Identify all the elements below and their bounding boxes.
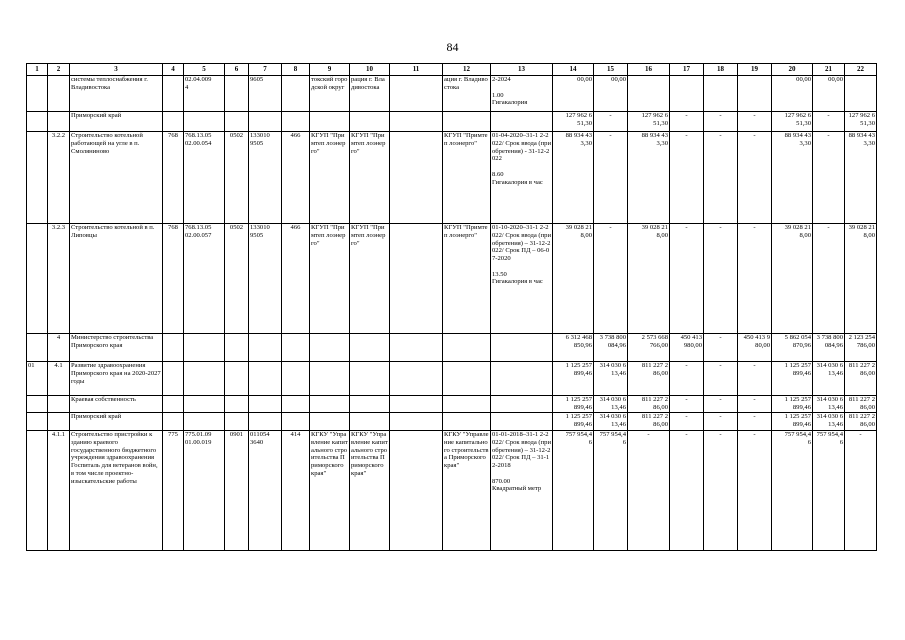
header-cell: 2 [48, 64, 70, 76]
table-row [27, 413, 877, 431]
header-cell: 9 [310, 64, 350, 76]
table-cell: токский городской округ [310, 76, 350, 112]
table-cell [390, 76, 443, 112]
table-cell [390, 431, 443, 551]
table-cell [443, 334, 491, 362]
table-cell: - [670, 132, 704, 224]
table-cell [48, 76, 70, 112]
table-cell: - [813, 132, 845, 224]
table-cell: 127 962 6 51,30 [628, 112, 670, 132]
table-cell [443, 413, 491, 431]
table-cell [27, 413, 48, 431]
table-cell: 4.1.1 [48, 431, 70, 551]
header-cell: 1 [27, 64, 48, 76]
table-cell: 314 030 6 13,46 [594, 413, 628, 431]
table-cell: 88 934 43 3,30 [772, 132, 813, 224]
header-cell: 13 [491, 64, 553, 76]
table-cell: - [738, 132, 772, 224]
header-cell: 11 [390, 64, 443, 76]
table-cell [390, 362, 443, 396]
table-cell: КГУП "Примтеп лоэнерго" [310, 132, 350, 224]
table-cell [27, 431, 48, 551]
table-cell [27, 224, 48, 334]
table-cell [491, 362, 553, 396]
table-cell [27, 132, 48, 224]
table-cell: 3 738 800 084,96 [594, 334, 628, 362]
table-cell: 00,00 [553, 76, 594, 112]
table-cell: 811 227 2 86,00 [628, 396, 670, 413]
table-cell: 39 028 21 8,00 [628, 224, 670, 334]
table-cell: 011054 3640 [249, 431, 282, 551]
header-cell: 12 [443, 64, 491, 76]
table-cell [249, 362, 282, 396]
table-cell: 1 125 257 899,46 [772, 362, 813, 396]
table-cell: - [594, 224, 628, 334]
table-cell [225, 76, 249, 112]
table-cell: 757 954,4 6 [813, 431, 845, 551]
table-row [27, 224, 877, 334]
table-cell [249, 413, 282, 431]
table-cell [282, 396, 310, 413]
table-cell [491, 112, 553, 132]
table-row [27, 362, 877, 396]
table-cell [704, 76, 738, 112]
table-cell: Министерство строительства Приморского края [70, 334, 163, 362]
table-cell: 414 [282, 431, 310, 551]
table-cell: 757 954,4 6 [594, 431, 628, 551]
table-cell [48, 112, 70, 132]
table-cell [282, 334, 310, 362]
table-cell: 00,00 [772, 76, 813, 112]
table-row [27, 396, 877, 413]
table-cell: 0502 [225, 224, 249, 334]
table-cell: 757 954,4 6 [772, 431, 813, 551]
table-cell [628, 76, 670, 112]
table-cell: 6 312 468 850,96 [553, 334, 594, 362]
table-cell [350, 112, 390, 132]
table-cell: системы теплоснабжения г. Владивостока [70, 76, 163, 112]
table-cell: Строительство котельной в п. Липовцы [70, 224, 163, 334]
table-cell: - [670, 413, 704, 431]
table-cell: Краевая собственность [70, 396, 163, 413]
table-cell: 757 954,4 6 [553, 431, 594, 551]
table-cell: 1 125 257 899,46 [553, 413, 594, 431]
table-cell: 00,00 [594, 76, 628, 112]
table-cell: 00,00 [813, 76, 845, 112]
table-body [27, 64, 877, 551]
table-cell [225, 112, 249, 132]
table-cell: - [738, 362, 772, 396]
table-cell: - [738, 396, 772, 413]
table-row [27, 112, 877, 132]
table-cell: 0502 [225, 132, 249, 224]
table-cell: 39 028 21 8,00 [772, 224, 813, 334]
table-cell: 4 [48, 334, 70, 362]
table-cell [350, 413, 390, 431]
table-cell: - [704, 431, 738, 551]
table-cell [390, 224, 443, 334]
header-cell: 4 [163, 64, 184, 76]
table-cell: 768 [163, 224, 184, 334]
table-cell: КГУП "Примтеп лоэнерго" [350, 224, 390, 334]
table-cell: КГУП "Примтеп лоэнерго" [443, 132, 491, 224]
table-cell [443, 396, 491, 413]
header-cell: 16 [628, 64, 670, 76]
table-cell: Строительство котельной работающей на угле в п. Смоляниново [70, 132, 163, 224]
table-cell [390, 132, 443, 224]
table-cell [249, 112, 282, 132]
table-cell [184, 334, 225, 362]
header-cell: 6 [225, 64, 249, 76]
table-cell: 39 028 21 8,00 [553, 224, 594, 334]
table-cell: - [813, 224, 845, 334]
table-cell [282, 413, 310, 431]
table-cell [184, 112, 225, 132]
table-cell: 5 862 054 870,96 [772, 334, 813, 362]
table-cell: 01-10-2020–31-1 2-2022/ Срок ввода (приобретения) – 31-12-2022/ Срок ПД – 06-07-2020 13.50 Гигакалория в час [491, 224, 553, 334]
table-cell: 0901 [225, 431, 249, 551]
table-cell [390, 334, 443, 362]
table-cell [225, 362, 249, 396]
header-cell: 14 [553, 64, 594, 76]
table-cell [491, 334, 553, 362]
table-cell [390, 112, 443, 132]
table-cell: 133010 9505 [249, 224, 282, 334]
table-cell: 768 [163, 132, 184, 224]
table-cell [670, 76, 704, 112]
table-cell [249, 396, 282, 413]
table-cell: 127 962 6 51,30 [553, 112, 594, 132]
table-cell: 3 738 800 084,96 [813, 334, 845, 362]
table-cell: 314 030 6 13,46 [813, 362, 845, 396]
table-cell [249, 334, 282, 362]
table-cell [310, 112, 350, 132]
table-cell: 1 125 257 899,46 [553, 396, 594, 413]
header-cell: 3 [70, 64, 163, 76]
table-cell: КГКУ "Управление капитального строительства Приморского края" [443, 431, 491, 551]
header-cell: 21 [813, 64, 845, 76]
table-cell: 768.13.05 02.00.054 [184, 132, 225, 224]
table-cell: КГУП "Примтеп лоэнерго" [443, 224, 491, 334]
table-cell: КГУП "Примтеп лоэнерго" [350, 132, 390, 224]
table-cell: 01 [27, 362, 48, 396]
table-cell: 811 227 2 86,00 [845, 396, 877, 413]
table-cell [310, 334, 350, 362]
table-cell [163, 396, 184, 413]
header-cell: 18 [704, 64, 738, 76]
table-cell: Приморский край [70, 112, 163, 132]
header-cell: 7 [249, 64, 282, 76]
table-cell: - [704, 362, 738, 396]
table-cell: 314 030 6 13,46 [594, 362, 628, 396]
table-cell: 1 125 257 899,46 [772, 413, 813, 431]
table-cell: Развитие здравоохранения Приморского края на 2020-2027 годы [70, 362, 163, 396]
header-cell: 19 [738, 64, 772, 76]
table-cell: 811 227 2 86,00 [628, 413, 670, 431]
table-cell [738, 76, 772, 112]
table-cell: КГКУ "Управление капитального строительства Приморского края" [310, 431, 350, 551]
header-row [27, 64, 877, 76]
table-cell: - [670, 431, 704, 551]
table-cell: 775.01.09 01.00.019 [184, 431, 225, 551]
budget-table [26, 63, 877, 551]
table-cell [845, 76, 877, 112]
table-cell: 314 030 6 13,46 [813, 396, 845, 413]
table-cell: 466 [282, 224, 310, 334]
table-cell: 3.2.2 [48, 132, 70, 224]
table-cell: 1 125 257 899,46 [772, 396, 813, 413]
table-cell [163, 413, 184, 431]
table-cell: 02.04.009 4 [184, 76, 225, 112]
table-cell: - [704, 224, 738, 334]
header-cell: 20 [772, 64, 813, 76]
table-cell: - [738, 224, 772, 334]
table-row [27, 132, 877, 224]
table-cell [27, 396, 48, 413]
table-cell [48, 396, 70, 413]
header-cell: 8 [282, 64, 310, 76]
table-cell: - [594, 112, 628, 132]
table-cell [184, 413, 225, 431]
page-number: 84 [446, 40, 459, 54]
table-cell: КГУП "Примтеп лоэнерго" [310, 224, 350, 334]
table-cell: - [670, 224, 704, 334]
table-cell [443, 112, 491, 132]
table-row [27, 431, 877, 551]
table-cell [27, 76, 48, 112]
table-cell: - [670, 362, 704, 396]
table-cell [163, 334, 184, 362]
table-cell: - [704, 112, 738, 132]
table-cell: Приморский край [70, 413, 163, 431]
header-cell: 5 [184, 64, 225, 76]
table-cell: 314 030 6 13,46 [594, 396, 628, 413]
table-cell: - [704, 334, 738, 362]
table-cell: 775 [163, 431, 184, 551]
table-cell: - [594, 132, 628, 224]
table-cell [225, 396, 249, 413]
table-cell: 2 123 254 786,00 [845, 334, 877, 362]
table-cell: - [628, 431, 670, 551]
header-cell: 15 [594, 64, 628, 76]
table-cell: 88 934 43 3,30 [845, 132, 877, 224]
table-cell [163, 76, 184, 112]
table-cell [163, 362, 184, 396]
table-cell [310, 413, 350, 431]
table-cell: - [845, 431, 877, 551]
table-cell: 3.2.3 [48, 224, 70, 334]
table-cell: 768.13.05 02.00.057 [184, 224, 225, 334]
table-cell: 450 413 980,00 [670, 334, 704, 362]
table-cell: 450 413 9 80,00 [738, 334, 772, 362]
table-cell: - [738, 413, 772, 431]
table-cell: 1 125 257 899,46 [553, 362, 594, 396]
table-cell [491, 413, 553, 431]
table-cell [310, 396, 350, 413]
header-cell: 22 [845, 64, 877, 76]
table-cell [225, 334, 249, 362]
table-cell [350, 362, 390, 396]
table-cell [282, 112, 310, 132]
table-cell: КГКУ "Управление капитального строительства Приморского края" [350, 431, 390, 551]
table-cell [282, 76, 310, 112]
header-cell: 17 [670, 64, 704, 76]
table-row [27, 76, 877, 112]
table-cell: Строительство пристройки к зданию краевого государственного бюджетного учреждения здравоохранения Госпиталь для ветеранов войн, в том числе проектно-изыскательские работы [70, 431, 163, 551]
table-cell [27, 112, 48, 132]
table-cell [225, 413, 249, 431]
table-cell: 01-01-2018–31-1 2-2022/ Срок ввода (приобретения) – 31-12-2022/ Срок ПД – 31-12-2018 870.00 Квадратный метр [491, 431, 553, 551]
table-cell: - [738, 431, 772, 551]
table-cell [184, 396, 225, 413]
table-cell [282, 362, 310, 396]
table-cell: 9605 [249, 76, 282, 112]
table-cell: 811 227 2 86,00 [628, 362, 670, 396]
table-cell: - [704, 396, 738, 413]
table-cell: 127 962 6 51,30 [772, 112, 813, 132]
table-cell: - [813, 112, 845, 132]
table-cell [350, 334, 390, 362]
header-cell: 10 [350, 64, 390, 76]
table-cell: рация г. Владивостока [350, 76, 390, 112]
table-cell [48, 413, 70, 431]
table-cell [443, 362, 491, 396]
table-cell: 127 962 6 51,30 [845, 112, 877, 132]
table-cell: 39 028 21 8,00 [845, 224, 877, 334]
table-cell [390, 396, 443, 413]
table-cell: 314 030 6 13,46 [813, 413, 845, 431]
table-cell: - [704, 132, 738, 224]
table-cell: 01-04-2020–31-1 2-2022/ Срок ввода (приобретения) - 31-12-2022 8.60 Гигакалория в час [491, 132, 553, 224]
table-cell: ация г. Владивостока [443, 76, 491, 112]
table-cell: 4.1 [48, 362, 70, 396]
table-cell: - [670, 112, 704, 132]
table-cell [310, 362, 350, 396]
table-row [27, 334, 877, 362]
table-cell [390, 413, 443, 431]
table-cell [27, 334, 48, 362]
table-cell: 811 227 2 86,00 [845, 413, 877, 431]
table-cell: - [670, 396, 704, 413]
table-cell: - [704, 413, 738, 431]
table-cell: - [738, 112, 772, 132]
table-cell: 2 573 668 766,00 [628, 334, 670, 362]
table-cell: 88 934 43 3,30 [628, 132, 670, 224]
table-cell: 133010 9505 [249, 132, 282, 224]
table-cell [491, 396, 553, 413]
table-cell [163, 112, 184, 132]
table-cell: 811 227 2 86,00 [845, 362, 877, 396]
table-cell [184, 362, 225, 396]
table-cell: 466 [282, 132, 310, 224]
table-cell: 2-2024 1.00 Гигакалория [491, 76, 553, 112]
table-cell: 88 934 43 3,30 [553, 132, 594, 224]
table-cell [350, 396, 390, 413]
